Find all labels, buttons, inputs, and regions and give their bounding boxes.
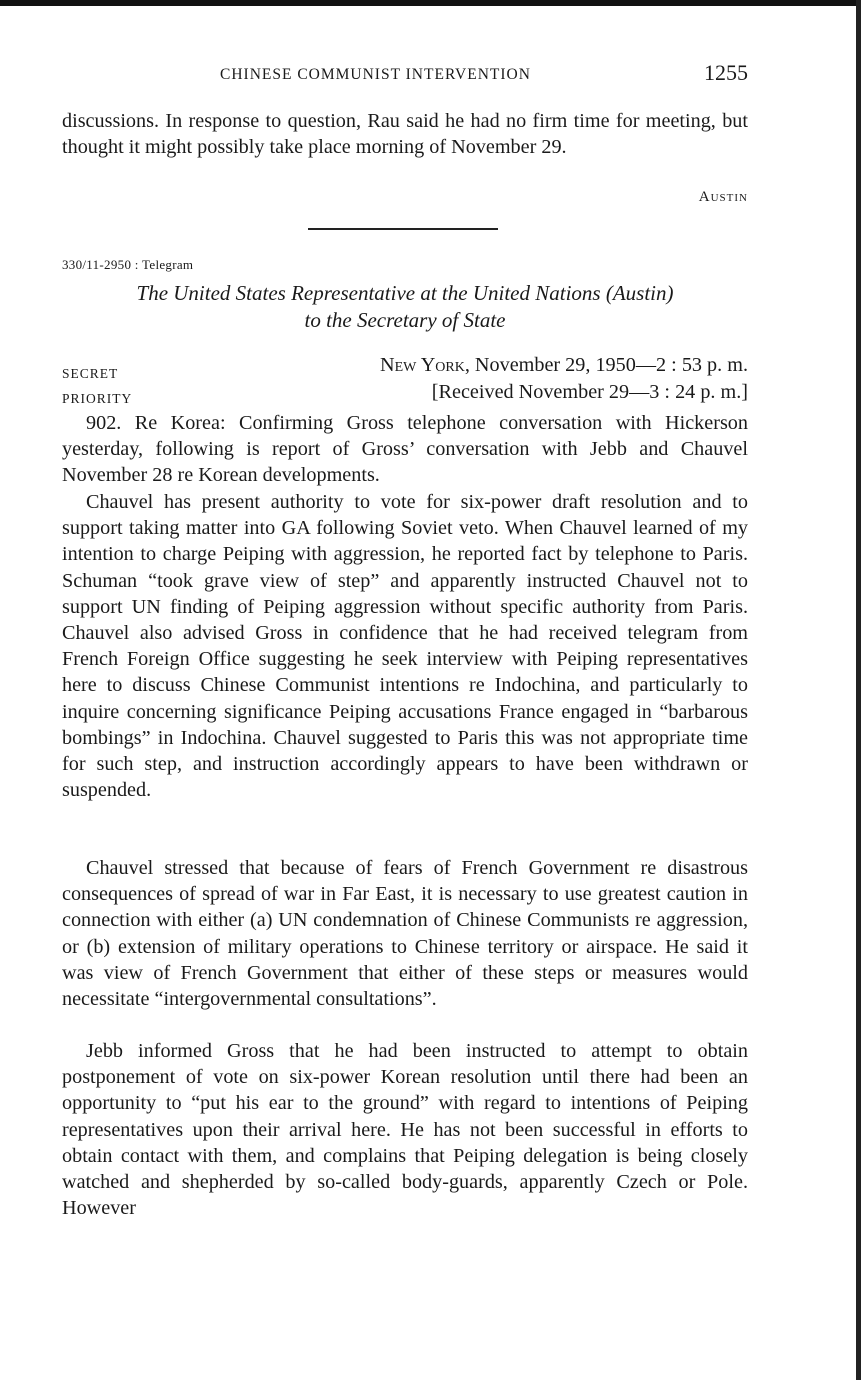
dateline-date: , November 29, 1950—2 : 53 p. m. (464, 354, 748, 376)
dateline-place: New York (380, 354, 465, 376)
paragraph: Chauvel has present authority to vote for six-power draft resolution and to support taking matter into GA following Soviet veto. When Chauvel learned of my intention to charge Peiping with aggression, he reported fact by telephone to Paris. Schuman “took grave view of step” and apparently instructed Chauvel not to support UN finding of Peiping aggression without specific authority from Paris. Chauvel also advised Gross in confidence that he had received telegram from French Foreign Office suggesting he seek interview with Peiping representatives here to discuss Chinese Communist intentions re Indochina, and particularly to inquire concerning significance Peiping accusations France engaged in “barbarous bombings” in Indochina. Chauvel suggested to Paris this was not appropriate time for such step, and instruction accordingly appears to have been withdrawn or suspended. (62, 491, 748, 802)
right-edge-shadow (856, 0, 861, 1380)
running-header (62, 60, 748, 94)
classification-mark: SECRET (62, 366, 119, 381)
document-title (62, 280, 748, 334)
paragraph: 902. Re Korea: Confirming Gross telephone conversation with Hickerson yesterday, following is report of Gross’ conversation with Jebb and Chauvel November 28 re Korean developments. (62, 412, 748, 487)
paragraph: Chauvel stressed that because of fears of French Government re disastrous consequences of spread of war in Far East, it is necessary to use greatest caution in connection with either (a) UN condemnation of Chinese Communists re aggression, or (b) extension of military operations to Chinese territory or airspace. He said it was view of French Government that either of these steps or measures would necessitate “intergovernmental consultations”. (62, 857, 748, 1011)
signature: Austin (698, 189, 748, 205)
page-number: 1255 (704, 60, 748, 85)
running-title: CHINESE COMMUNIST INTERVENTION (220, 66, 531, 83)
received-time: [Received November 29—3 : 24 p. m.] (431, 381, 748, 403)
section-separator (308, 228, 498, 230)
top-border (0, 0, 861, 6)
previous-document-closing: discussions. In response to question, Rau said he had no firm time for meeting, but thought it might possibly take place morning of November 29. (62, 110, 748, 159)
document-title-line-1: The United States Representative at the United Nations (Austin) (136, 281, 674, 305)
file-reference: 330/11-2950 : Telegram (62, 257, 194, 272)
dateline (380, 354, 748, 377)
priority-mark: PRIORITY (62, 391, 133, 406)
paragraph: Jebb informed Gross that he had been instructed to attempt to obtain postponement of vote on six-power Korean resolution until there had been an opportunity to “put his ear to the ground” with regard to intentions of Peiping representatives upon their arrival here. He has not been successful in efforts to obtain contact with them, and complains that Peiping delegation is being closely watched and shepherded by so-called body-guards, apparently Czech or Pole. However (62, 1040, 748, 1220)
document-title-line-2: to the Secretary of State (304, 308, 506, 332)
